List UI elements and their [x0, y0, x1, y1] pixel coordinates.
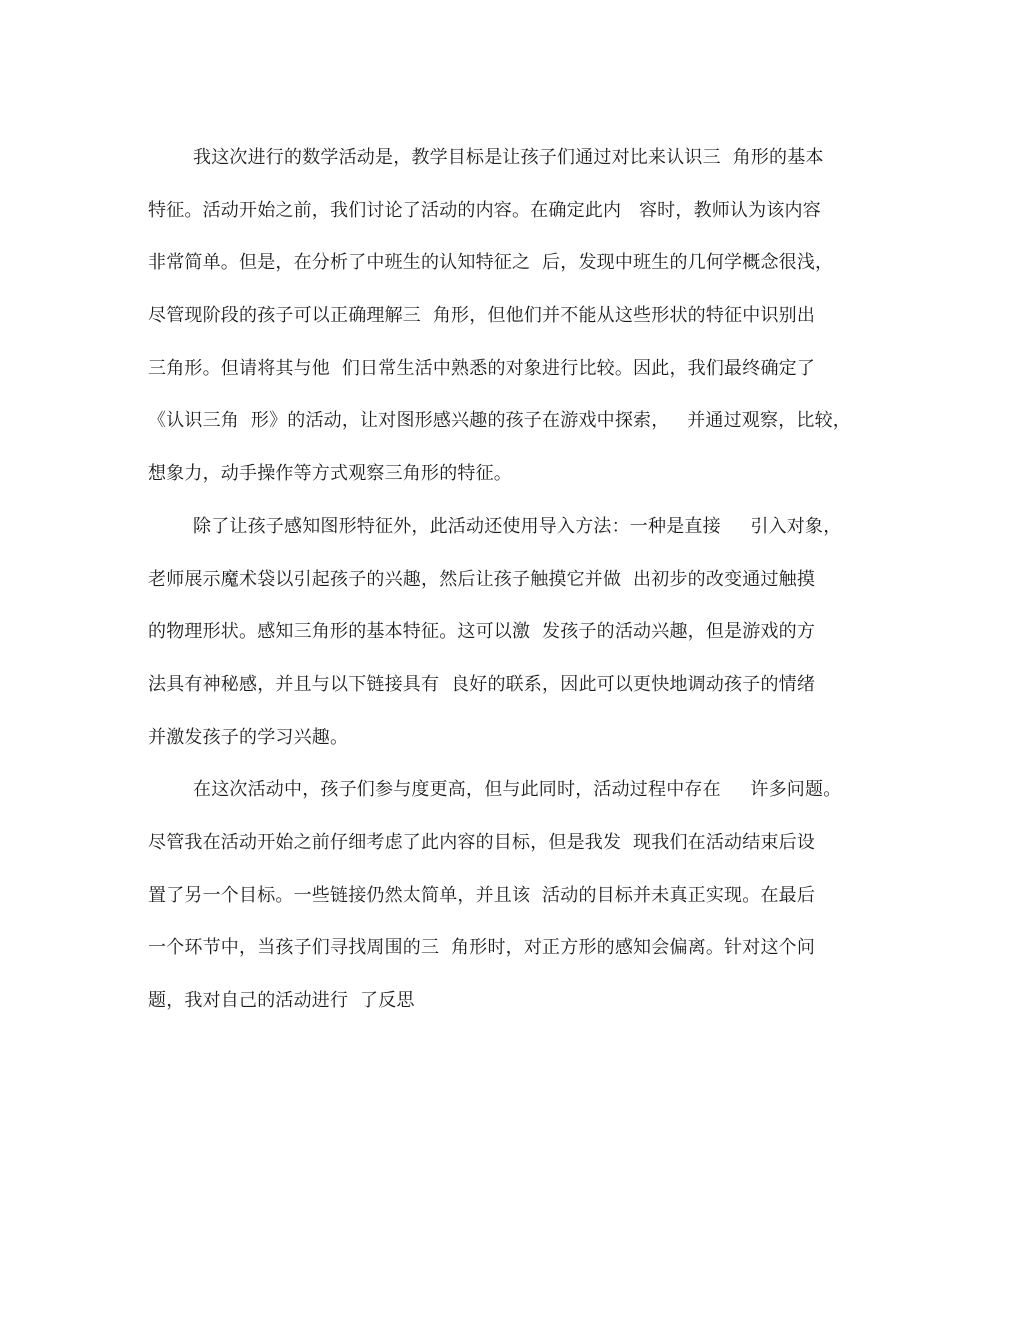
paragraph-2-line-5: 并激发孩子的学习兴趣。: [148, 726, 349, 748]
paragraph-3-line-5: 题，我对自己的活动进行 了反思: [148, 990, 415, 1011]
paragraph-1-line-4: 尽管现阶段的孩子可以正确理解三 角形，但他们并不能从这些形状的特征中识别出: [148, 305, 816, 327]
paragraph-2-line-2: 老师展示魔术袋以引起孩子的兴趣，然后让孩子触摸它并做 出初步的改变通过触摸: [148, 568, 816, 590]
document-body: [148, 140, 888, 1019]
paragraph-1-line-2: 特征。活动开始之前，我们讨论了活动的内容。在确定此内 容时，教师认为该内容: [148, 199, 821, 221]
paragraph-1-line-6: 《认识三角 形》的活动，让对图形感兴趣的孩子在游戏中探索， 并通过观察，比较，: [148, 410, 852, 432]
paragraph-3-line-2: 尽管我在活动开始之前仔细考虑了此内容的目标，但是我发 现我们在活动结束后设: [148, 831, 816, 853]
paragraph-1-line-1: 我这次进行的数学活动是，教学目标是让孩子们通过对比来认识三 角形的基本: [193, 147, 824, 168]
paragraph-2-line-4: 法具有神秘感，并且与以下链接具有 良好的联系，因此可以更快地调动孩子的情绪: [148, 673, 816, 695]
paragraph-2-line-1: 除了让孩子感知图形特征外，此活动还使用导入方法：一种是直接 引入对象，: [193, 515, 842, 537]
paragraph-3-line-1: 在这次活动中，孩子们参与度更高，但与此同时，活动过程中存在 许多问题。: [193, 779, 842, 801]
paragraph-1-line-5: 三角形。但请将其与他 们日常生活中熟悉的对象进行比较。因此，我们最终确定了: [148, 357, 816, 379]
paragraph-1-line-7: 想象力，动手操作等方式观察三角形的特征。: [148, 463, 512, 485]
paragraph-3-line-3: 置了另一个目标。一些链接仍然太简单，并且该 活动的目标并未真正实现。在最后: [148, 884, 816, 906]
paragraph-1-line-3: 非常简单。但是，在分析了中班生的认知特征之 后，发现中班生的几何学概念很浅，: [148, 252, 834, 274]
paragraph-3-line-4: 一个环节中，当孩子们寻找周围的三 角形时，对正方形的感知会偏离。针对这个问: [148, 937, 816, 959]
paragraph-2-line-3: 的物理形状。感知三角形的基本特征。这可以激 发孩子的活动兴趣，但是游戏的方: [148, 621, 816, 643]
